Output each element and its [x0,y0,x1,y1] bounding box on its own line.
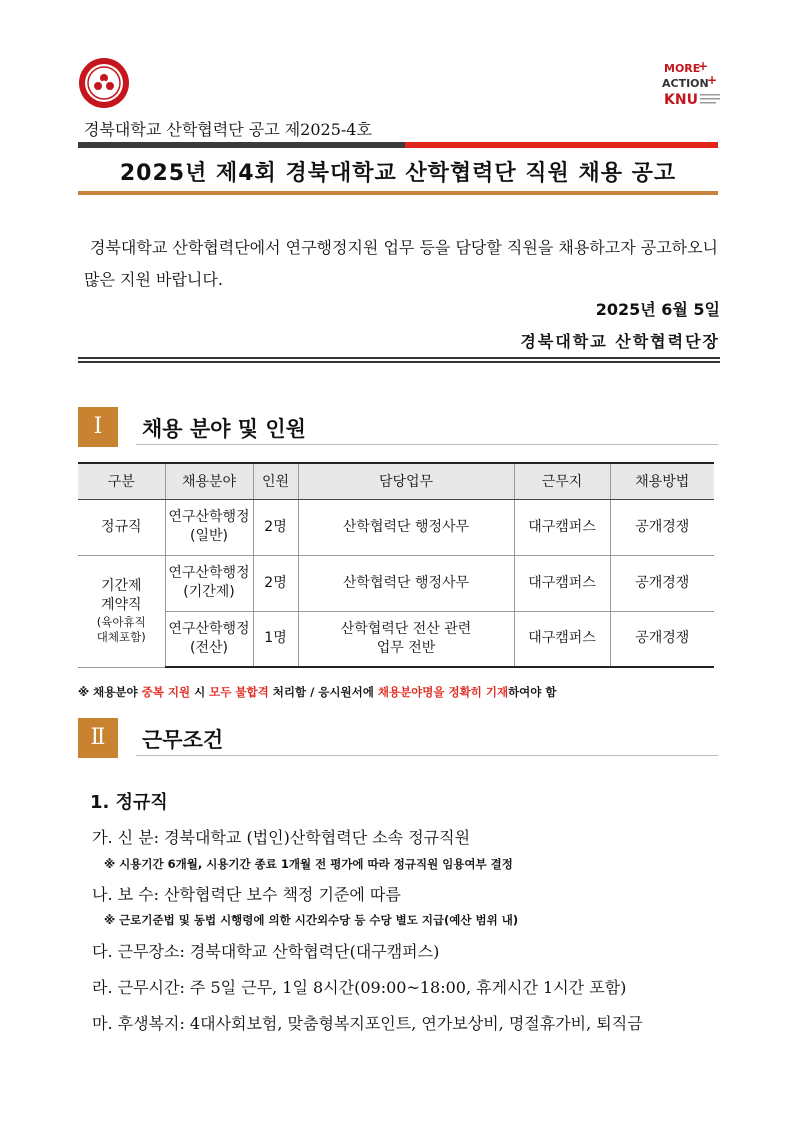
employment-type: 정규직 [78,499,165,555]
condition-hours: 라. 근무시간: 주 5일 근무, 1일 8시간(09:00~18:00, 휴게시간 1시간 포함) [92,978,627,997]
double-divider [78,357,720,363]
field-category: (기간제) [183,584,235,600]
duty-text: 산학협력단 전산 관련 [340,620,472,637]
employment-type-line: 기간제 [100,578,142,594]
column-header: 인원 [253,463,298,499]
headcount: 1명 [253,611,298,667]
work-location: 대구캠퍼스 [514,499,610,555]
table-row [78,555,714,611]
title-rule [78,191,718,195]
section-1-underline [136,444,718,445]
headcount: 2명 [253,499,298,555]
university-seal-icon [78,57,130,109]
field-name: 연구산학행정 [168,509,250,525]
condition-status: 가. 신 분: 경북대학교 (법인)산학협력단 소속 정규직원 [92,828,471,847]
warning-highlight: 채용분야명을 정확히 기재 [377,685,509,699]
application-warning [78,684,557,700]
table-row [78,611,714,667]
field-name: 연구산학행정 [168,565,250,581]
page-title: 2025년 제4회 경북대학교 산학협력단 직원 채용 공고 [119,161,677,186]
svg-text:+: + [707,73,718,87]
header-rule-red [405,142,718,148]
condition-salary: 나. 보 수: 산학협력단 보수 책정 기준에 따름 [92,885,401,904]
condition-status-note: ※ 시용기간 6개월, 시용기간 종료 1개월 전 평가에 따라 정규직원 임용여부 결정 [104,857,513,871]
subsection-title: 1. 정규직 [90,792,168,813]
field-name: 연구산학행정 [168,620,250,637]
condition-salary-note: ※ 근로기준법 및 동법 시행령에 의한 시간외수당 등 수당 별도 지급(예산 범위 내) [104,913,519,927]
table-row [78,499,714,555]
work-location: 대구캠퍼스 [514,555,610,611]
svg-text:ACTION: ACTION [662,77,709,90]
headcount: 2명 [253,555,298,611]
svg-text:KNU: KNU [664,92,698,108]
section-2-title: 근무조건 [142,728,224,752]
field-cell [165,555,253,611]
column-header: 채용방법 [610,463,714,499]
announcement-date: 2025년 6월 5일 [595,300,720,319]
duty-text: 산학협력단 행정사무 [342,518,470,535]
field-category: (전산) [190,639,228,656]
field-cell [165,611,253,667]
work-location: 대구캠퍼스 [514,611,610,667]
column-header: 구분 [78,463,165,499]
hiring-method: 공개경쟁 [610,499,714,555]
section-1-title: 채용 분야 및 인원 [142,417,306,441]
signatory: 경북대학교 산학협력단장 [520,332,720,351]
intro-paragraph: 경북대학교 산학협력단에서 연구행정지원 업무 등을 담당할 직원을 채용하고자 공고하오니 많은 지원 바랍니다. [84,238,719,289]
column-header: 근무지 [514,463,610,499]
duty-cell [298,555,514,611]
more-action-knu-logo [660,58,730,110]
duty-cell [298,611,514,667]
duty-cell [298,499,514,555]
table-header-row [78,463,714,499]
warning-text: 하여야 함 [508,685,557,699]
section-1-number: Ⅰ [78,407,118,447]
section-2-header [78,718,718,758]
section-2-underline [136,755,718,756]
duty-text: 산학협력단 행정사무 [342,574,470,591]
warning-text: 처리함 / 응시원서에 [268,685,378,699]
condition-workplace: 다. 근무장소: 경북대학교 산학협력단(대구캠퍼스) [92,942,440,961]
employment-type-line: 계약직 [100,597,142,613]
warning-highlight: 중복 지원 [141,685,191,699]
notice-number: 경북대학교 산학협력단 공고 제2025-4호 [84,120,372,139]
employment-type-note: (육아휴직 [96,615,146,629]
recruitment-table [78,462,714,668]
warning-text: 시 [190,685,210,699]
svg-text:+: + [698,59,709,73]
section-1-header [78,407,718,447]
field-cell [165,499,253,555]
column-header: 담당업무 [298,463,514,499]
hiring-method: 공개경쟁 [610,611,714,667]
column-header: 채용분야 [165,463,253,499]
section-2-number: Ⅱ [78,718,118,758]
employment-type [78,555,165,667]
employment-type-note: 대체포함) [96,630,146,644]
duty-text: 업무 전반 [376,639,436,656]
hiring-method: 공개경쟁 [610,555,714,611]
condition-welfare: 마. 후생복지: 4대사회보험, 맞춤형복지포인트, 연가보상비, 명절휴가비, 퇴직금 [92,1014,643,1033]
field-category: (일반) [190,528,228,544]
warning-highlight: 모두 불합격 [209,685,269,699]
svg-text:MORE: MORE [664,62,701,75]
warning-text: ※ 채용분야 [78,685,142,699]
